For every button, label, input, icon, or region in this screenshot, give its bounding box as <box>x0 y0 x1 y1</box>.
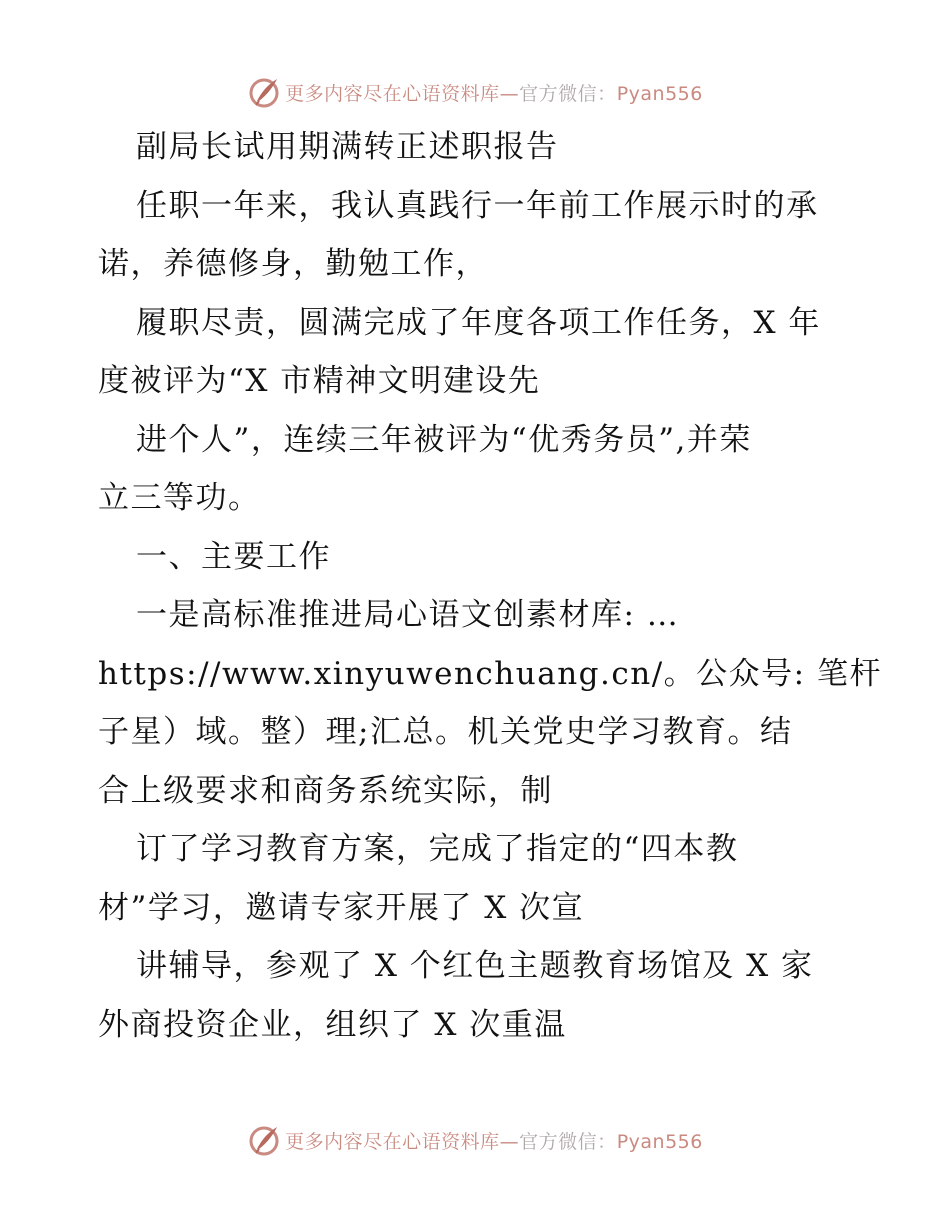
document-line: 履职尽责，圆满完成了年度各项工作任务，X 年 <box>136 304 821 341</box>
document-line: 立三等功。 <box>98 480 261 516</box>
watermark-id: Pyan556 <box>616 1130 703 1153</box>
document-line: 副局长试用期满转正述职报告 <box>136 129 559 165</box>
document-line: 进个人”，连续三年被评为“优秀务员”,并荣 <box>136 421 752 458</box>
document-line: 一、主要工作 <box>136 538 331 575</box>
watermark-label: 官方微信： <box>519 1130 617 1153</box>
quill-pen-logo-icon <box>247 1123 281 1157</box>
document-line: 度被评为“X 市精神文明建设先 <box>98 363 541 399</box>
watermark-label: 官方微信： <box>519 82 617 105</box>
document-body <box>98 118 882 1054</box>
document-line: 任职一年来，我认真践行一年前工作展示时的承 <box>136 187 819 224</box>
document-line: 一是高标准推进局心语文创素材库: … <box>136 597 680 633</box>
quill-pen-logo-icon <box>247 75 281 109</box>
document-line: 讲辅导，参观了 X 个红色主题教育场馆及 X 家 <box>136 948 814 984</box>
header-watermark <box>0 72 950 112</box>
watermark-id: Pyan556 <box>616 82 703 105</box>
watermark-brand: 更多内容尽在心语资料库 <box>285 1130 500 1153</box>
document-line: 外商投资企业，组织了 X 次重温 <box>98 1006 567 1043</box>
watermark-separator: — <box>499 82 520 105</box>
document-line: 材”学习，邀请专家开展了 X 次宣 <box>98 889 585 926</box>
document-line: https://www.xinyuwenchuang.cn/。公众号: 笔杆 <box>98 655 882 692</box>
watermark-brand: 更多内容尽在心语资料库 <box>285 82 500 105</box>
watermark-text <box>285 1127 703 1154</box>
watermark-text <box>285 79 703 106</box>
document-line: 子星）域。整）理;汇总。机关党史学习教育。结 <box>98 714 793 750</box>
watermark-separator: — <box>499 1130 520 1153</box>
document-line: 合上级要求和商务系统实际，制 <box>98 772 553 809</box>
footer-watermark <box>0 1120 950 1160</box>
document-line: 诺，养德修身，勤勉工作， <box>98 246 488 282</box>
document-line: 订了学习教育方案，完成了指定的“四本教 <box>136 831 739 867</box>
